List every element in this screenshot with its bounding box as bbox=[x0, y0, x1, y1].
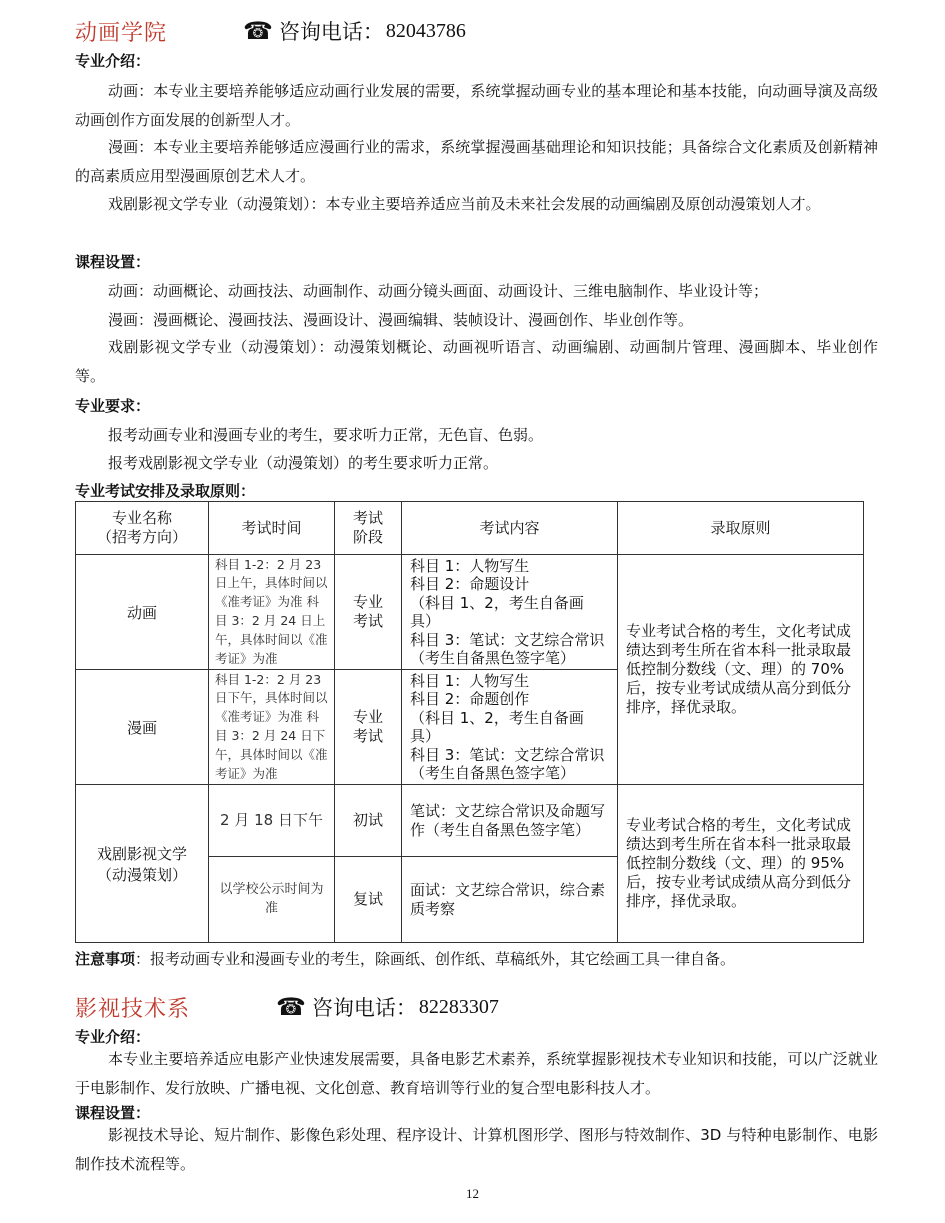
page-number: 12 bbox=[466, 1186, 479, 1201]
film-intro-heading: 专业介绍： bbox=[75, 1028, 151, 1046]
film-courses: 影视技术导论、短片制作、影像色彩处理、程序设计、计算机图形学、图形与特效制作、3D 与特种电影制作、电影制作技术流程等。 bbox=[75, 1126, 878, 1173]
note bbox=[75, 948, 735, 969]
row-anim-content: 科目 1：人物写生 科目 2：命题设计 （科目 1、2，考生自备画具） 科目 3：笔试：文艺综合常识（考生自备黑色签字笔） bbox=[402, 555, 618, 670]
film-phone-label: 咨询电话： bbox=[311, 996, 417, 1020]
anim-phone-number: 82043786 bbox=[385, 19, 466, 42]
row-drama-stage-1: 初试 bbox=[335, 785, 402, 857]
header-rule: 录取原则 bbox=[618, 502, 864, 555]
exam-table bbox=[75, 501, 864, 943]
film-phone bbox=[276, 992, 499, 1022]
row-drama-stage-2: 复试 bbox=[335, 857, 402, 943]
row-anim-stage: 专业 考试 bbox=[335, 555, 402, 670]
anim-intro-2: 漫画：本专业主要培养能够适应漫画行业的需求，系统掌握漫画基础理论和知识技能；具备综合文化素质及创新精神的高素质应用型漫画原创艺术人才。 bbox=[75, 138, 878, 185]
row-anim-time: 科目 1-2：2 月 23 日上午，具体时间以《准考证》为准 科目 3：2 月 24 日上午，具体时间以《准考证》为准 bbox=[209, 555, 335, 670]
anim-header bbox=[75, 13, 167, 49]
film-dept-title: 影视技术系 bbox=[75, 996, 191, 1022]
row-comic-stage: 专业 考试 bbox=[335, 670, 402, 785]
anim-intro-heading: 专业介绍： bbox=[75, 52, 151, 70]
header-time: 考试时间 bbox=[209, 502, 335, 555]
anim-phone-label: 咨询电话： bbox=[278, 20, 384, 44]
note-text: ：报考动画专业和漫画专业的考生，除画纸、创作纸、草稿纸外，其它绘画工具一律自备。 bbox=[135, 950, 736, 968]
anim-req-2: 报考戏剧影视文学专业（动漫策划）的考生要求听力正常。 bbox=[108, 454, 499, 472]
film-course-heading: 课程设置： bbox=[75, 1104, 151, 1122]
note-label: 注意事项 bbox=[75, 950, 136, 968]
film-header bbox=[75, 989, 190, 1025]
anim-req-heading: 专业要求： bbox=[75, 397, 151, 415]
rule-drama: 专业考试合格的考生，文化考试成绩达到考生所在省本科一批录取最低控制分数线（文、理）的 95%后，按专业考试成绩从高分到低分排序，择优录取。 bbox=[618, 785, 864, 943]
anim-exam-heading: 专业考试安排及录取原则： bbox=[75, 482, 256, 500]
header-content: 考试内容 bbox=[402, 502, 618, 555]
header-stage: 考试 阶段 bbox=[335, 502, 402, 555]
table-header-row bbox=[76, 502, 864, 555]
anim-dept-title: 动画学院 bbox=[75, 20, 168, 46]
phone-icon: ☎ bbox=[243, 17, 273, 45]
table-row bbox=[76, 555, 864, 670]
anim-course-1: 动画：动画概论、动画技法、动画制作、动画分镜头画面、动画设计、三维电脑制作、毕业设计等； bbox=[108, 282, 769, 300]
phone-icon: ☎ bbox=[276, 993, 306, 1021]
anim-intro-3: 戏剧影视文学专业（动漫策划）：本专业主要培养适应当前及未来社会发展的动画编剧及原创动漫策划人才。 bbox=[108, 195, 821, 213]
anim-course-heading: 课程设置： bbox=[75, 253, 151, 271]
table-row bbox=[76, 785, 864, 857]
row-comic-content: 科目 1：人物写生 科目 2：命题创作 （科目 1、2，考生自备画具） 科目 3：笔试：文艺综合常识（考生自备黑色签字笔） bbox=[402, 670, 618, 785]
anim-course-3: 戏剧影视文学专业（动漫策划）：动漫策划概论、动画视听语言、动画编剧、动画制片管理、漫画脚本、毕业创作等。 bbox=[75, 338, 878, 385]
row-drama-content-1: 笔试：文艺综合常识及命题写作（考生自备黑色签字笔） bbox=[402, 785, 618, 857]
row-anim-name: 动画 bbox=[76, 555, 209, 670]
row-drama-time-1: 2 月 18 日下午 bbox=[209, 785, 335, 857]
row-drama-content-2: 面试：文艺综合常识，综合素质考察 bbox=[402, 857, 618, 943]
row-comic-time: 科目 1-2：2 月 23 日下午，具体时间以《准考证》为准 科目 3：2 月 24 日下午，具体时间以《准考证》为准 bbox=[209, 670, 335, 785]
anim-req-1: 报考动画专业和漫画专业的考生，要求听力正常，无色盲、色弱。 bbox=[108, 426, 544, 444]
anim-intro-1: 动画：本专业主要培养能够适应动画行业发展的需要，系统掌握动画专业的基本理论和基本技能，向动画导演及高级动画创作方面发展的创新型人才。 bbox=[75, 82, 878, 129]
film-phone-number: 82283307 bbox=[418, 995, 499, 1018]
row-drama-time-2: 以学校公示时间为准 bbox=[209, 857, 335, 943]
header-major: 专业名称 （招考方向） bbox=[76, 502, 209, 555]
rule-anim-comic: 专业考试合格的考生，文化考试成绩达到考生所在省本科一批录取最低控制分数线（文、理）的 70%后，按专业考试成绩从高分到低分排序，择优录取。 bbox=[618, 555, 864, 785]
anim-phone bbox=[243, 16, 466, 46]
anim-course-2: 漫画：漫画概论、漫画技法、漫画设计、漫画编辑、装帧设计、漫画创作、毕业创作等。 bbox=[108, 311, 694, 329]
row-comic-name: 漫画 bbox=[76, 670, 209, 785]
row-drama-name: 戏剧影视文学 （动漫策划） bbox=[76, 785, 209, 943]
film-intro: 本专业主要培养适应电影产业快速发展需要，具备电影艺术素养，系统掌握影视技术专业知识和技能，可以广泛就业于电影制作、发行放映、广播电视、文化创意、教育培训等行业的复合型电影科技人才。 bbox=[75, 1050, 878, 1097]
